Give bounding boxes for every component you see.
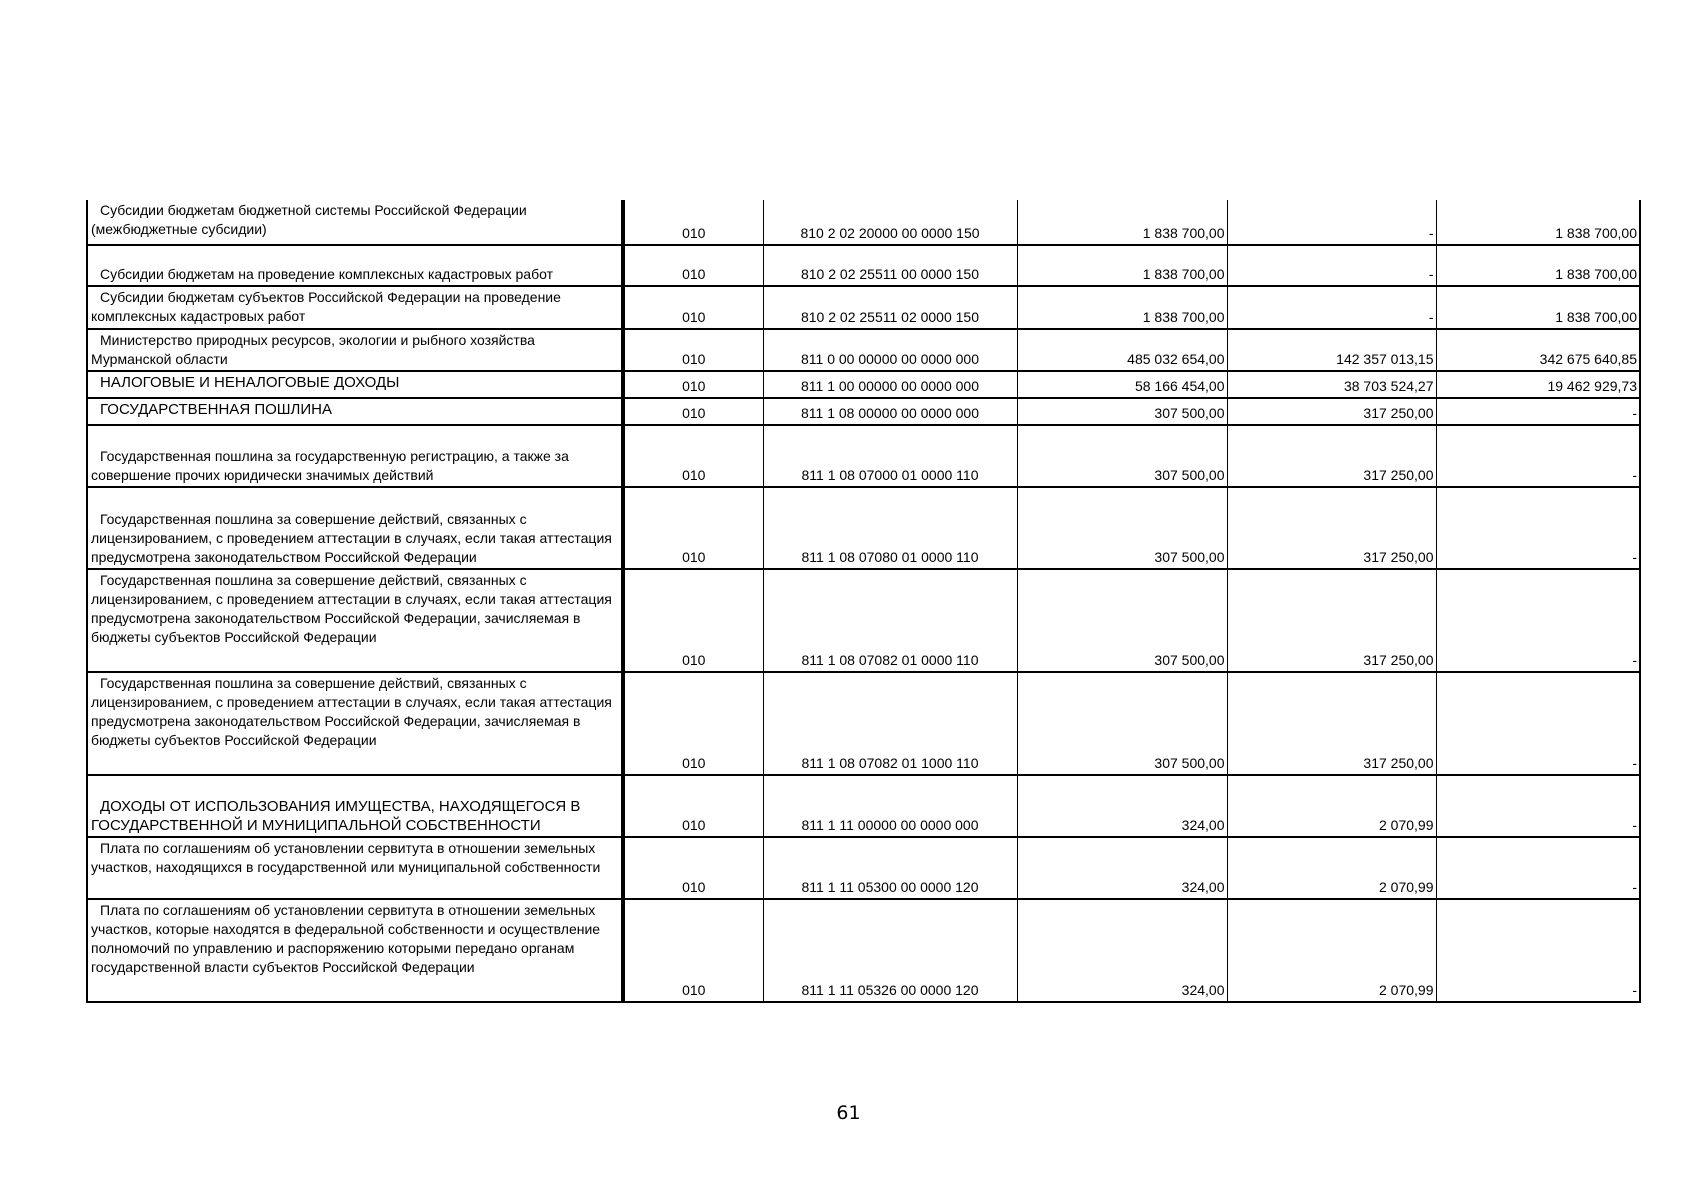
- row-executed-cell: 38 703 524,27: [1227, 371, 1436, 398]
- table-row: [87, 425, 1640, 487]
- row-unexecuted-cell: -: [1436, 837, 1640, 899]
- table-row: [87, 371, 1640, 398]
- row-name-cell: Министерство природных ресурсов, экологии и рыбного хозяйства Мурманской области: [87, 329, 623, 371]
- row-budget-code-cell: 811 1 00 00000 00 0000 000: [763, 371, 1017, 398]
- row-line-code-cell: 010: [623, 487, 763, 569]
- row-budget-code-cell: 811 1 08 07080 01 0000 110: [763, 487, 1017, 569]
- row-name-cell: Государственная пошлина за совершение действий, связанных с лицензированием, с проведением аттестации в случаях, если такая аттестация предусмотрена законодательством Российской Федерации, зачисляемая в бюджеты субъектов Российской Федерации: [87, 672, 623, 775]
- page-number: 61: [836, 1102, 861, 1124]
- row-executed-cell: 2 070,99: [1227, 899, 1436, 1002]
- table-row: [87, 329, 1640, 371]
- row-executed-cell: 317 250,00: [1227, 569, 1436, 672]
- table-row: [87, 200, 1640, 245]
- budget-revenue-table: [86, 200, 1641, 1003]
- row-approved-cell: 307 500,00: [1017, 425, 1227, 487]
- row-approved-cell: 1 838 700,00: [1017, 200, 1227, 245]
- row-approved-cell: 1 838 700,00: [1017, 245, 1227, 286]
- row-unexecuted-cell: -: [1436, 487, 1640, 569]
- row-line-code-cell: 010: [623, 286, 763, 329]
- row-line-code-cell: 010: [623, 371, 763, 398]
- row-budget-code-cell: 811 1 11 05326 00 0000 120: [763, 899, 1017, 1002]
- row-budget-code-cell: 811 1 11 05300 00 0000 120: [763, 837, 1017, 899]
- row-name-cell: ДОХОДЫ ОТ ИСПОЛЬЗОВАНИЯ ИМУЩЕСТВА, НАХОДЯЩЕГОСЯ В ГОСУДАРСТВЕННОЙ И МУНИЦИПАЛЬНОЙ СОБСТВЕННОСТИ: [87, 775, 623, 837]
- row-name-cell: Субсидии бюджетам субъектов Российской Федерации на проведение комплексных кадастровых работ: [87, 286, 623, 329]
- table-row: [87, 487, 1640, 569]
- row-approved-cell: 324,00: [1017, 775, 1227, 837]
- row-name-cell: Плата по соглашениям об установлении сервитута в отношении земельных участков, которые находятся в федеральной собственности и осуществление полномочий по управлению и распоряжению которыми передано органам государственной власти субъектов Российской Федерации: [87, 899, 623, 1002]
- row-unexecuted-cell: 1 838 700,00: [1436, 245, 1640, 286]
- row-name-cell: НАЛОГОВЫЕ И НЕНАЛОГОВЫЕ ДОХОДЫ: [87, 371, 623, 398]
- row-approved-cell: 324,00: [1017, 837, 1227, 899]
- row-budget-code-cell: 810 2 02 20000 00 0000 150: [763, 200, 1017, 245]
- row-budget-code-cell: 811 1 08 07000 01 0000 110: [763, 425, 1017, 487]
- row-executed-cell: 2 070,99: [1227, 837, 1436, 899]
- row-budget-code-cell: 811 1 08 07082 01 1000 110: [763, 672, 1017, 775]
- row-approved-cell: 307 500,00: [1017, 487, 1227, 569]
- row-name-cell: Государственная пошлина за государственную регистрацию, а также за совершение прочих юридически значимых действий: [87, 425, 623, 487]
- row-line-code-cell: 010: [623, 398, 763, 425]
- row-unexecuted-cell: -: [1436, 398, 1640, 425]
- row-unexecuted-cell: -: [1436, 775, 1640, 837]
- table-row: [87, 775, 1640, 837]
- table-row: [87, 245, 1640, 286]
- row-line-code-cell: 010: [623, 672, 763, 775]
- table-row: [87, 837, 1640, 899]
- row-unexecuted-cell: 1 838 700,00: [1436, 286, 1640, 329]
- row-line-code-cell: 010: [623, 200, 763, 245]
- row-approved-cell: 485 032 654,00: [1017, 329, 1227, 371]
- row-executed-cell: 142 357 013,15: [1227, 329, 1436, 371]
- row-executed-cell: 2 070,99: [1227, 775, 1436, 837]
- row-name-cell: Плата по соглашениям об установлении сервитута в отношении земельных участков, находящихся в государственной или муниципальной собственности: [87, 837, 623, 899]
- row-approved-cell: 307 500,00: [1017, 672, 1227, 775]
- row-executed-cell: 317 250,00: [1227, 487, 1436, 569]
- row-line-code-cell: 010: [623, 245, 763, 286]
- row-line-code-cell: 010: [623, 569, 763, 672]
- row-unexecuted-cell: 19 462 929,73: [1436, 371, 1640, 398]
- row-line-code-cell: 010: [623, 837, 763, 899]
- row-approved-cell: 307 500,00: [1017, 398, 1227, 425]
- row-line-code-cell: 010: [623, 425, 763, 487]
- row-name-cell: Государственная пошлина за совершение действий, связанных с лицензированием, с проведением аттестации в случаях, если такая аттестация предусмотрена законодательством Российской Федерации: [87, 487, 623, 569]
- row-line-code-cell: 010: [623, 329, 763, 371]
- row-executed-cell: 317 250,00: [1227, 398, 1436, 425]
- table-row: [87, 398, 1640, 425]
- row-unexecuted-cell: -: [1436, 569, 1640, 672]
- row-budget-code-cell: 810 2 02 25511 00 0000 150: [763, 245, 1017, 286]
- row-line-code-cell: 010: [623, 899, 763, 1002]
- row-line-code-cell: 010: [623, 775, 763, 837]
- row-name-cell: Субсидии бюджетам на проведение комплексных кадастровых работ: [87, 245, 623, 286]
- row-executed-cell: 317 250,00: [1227, 425, 1436, 487]
- row-name-cell: Субсидии бюджетам бюджетной системы Российской Федерации (межбюджетные субсидии): [87, 200, 623, 245]
- row-name-cell: Государственная пошлина за совершение действий, связанных с лицензированием, с проведением аттестации в случаях, если такая аттестация предусмотрена законодательством Российской Федерации, зачисляемая в бюджеты субъектов Российской Федерации: [87, 569, 623, 672]
- row-unexecuted-cell: -: [1436, 899, 1640, 1002]
- row-budget-code-cell: 811 0 00 00000 00 0000 000: [763, 329, 1017, 371]
- row-budget-code-cell: 811 1 08 00000 00 0000 000: [763, 398, 1017, 425]
- row-budget-code-cell: 810 2 02 25511 02 0000 150: [763, 286, 1017, 329]
- table-row: [87, 899, 1640, 1002]
- row-unexecuted-cell: 342 675 640,85: [1436, 329, 1640, 371]
- row-approved-cell: 324,00: [1017, 899, 1227, 1002]
- row-executed-cell: -: [1227, 286, 1436, 329]
- row-budget-code-cell: 811 1 11 00000 00 0000 000: [763, 775, 1017, 837]
- table-row: [87, 672, 1640, 775]
- row-name-cell: ГОСУДАРСТВЕННАЯ ПОШЛИНА: [87, 398, 623, 425]
- table-row: [87, 286, 1640, 329]
- row-executed-cell: -: [1227, 245, 1436, 286]
- row-approved-cell: 58 166 454,00: [1017, 371, 1227, 398]
- row-budget-code-cell: 811 1 08 07082 01 0000 110: [763, 569, 1017, 672]
- row-unexecuted-cell: 1 838 700,00: [1436, 200, 1640, 245]
- row-approved-cell: 1 838 700,00: [1017, 286, 1227, 329]
- row-unexecuted-cell: -: [1436, 425, 1640, 487]
- table-row: [87, 569, 1640, 672]
- row-executed-cell: 317 250,00: [1227, 672, 1436, 775]
- row-unexecuted-cell: -: [1436, 672, 1640, 775]
- row-approved-cell: 307 500,00: [1017, 569, 1227, 672]
- row-executed-cell: -: [1227, 200, 1436, 245]
